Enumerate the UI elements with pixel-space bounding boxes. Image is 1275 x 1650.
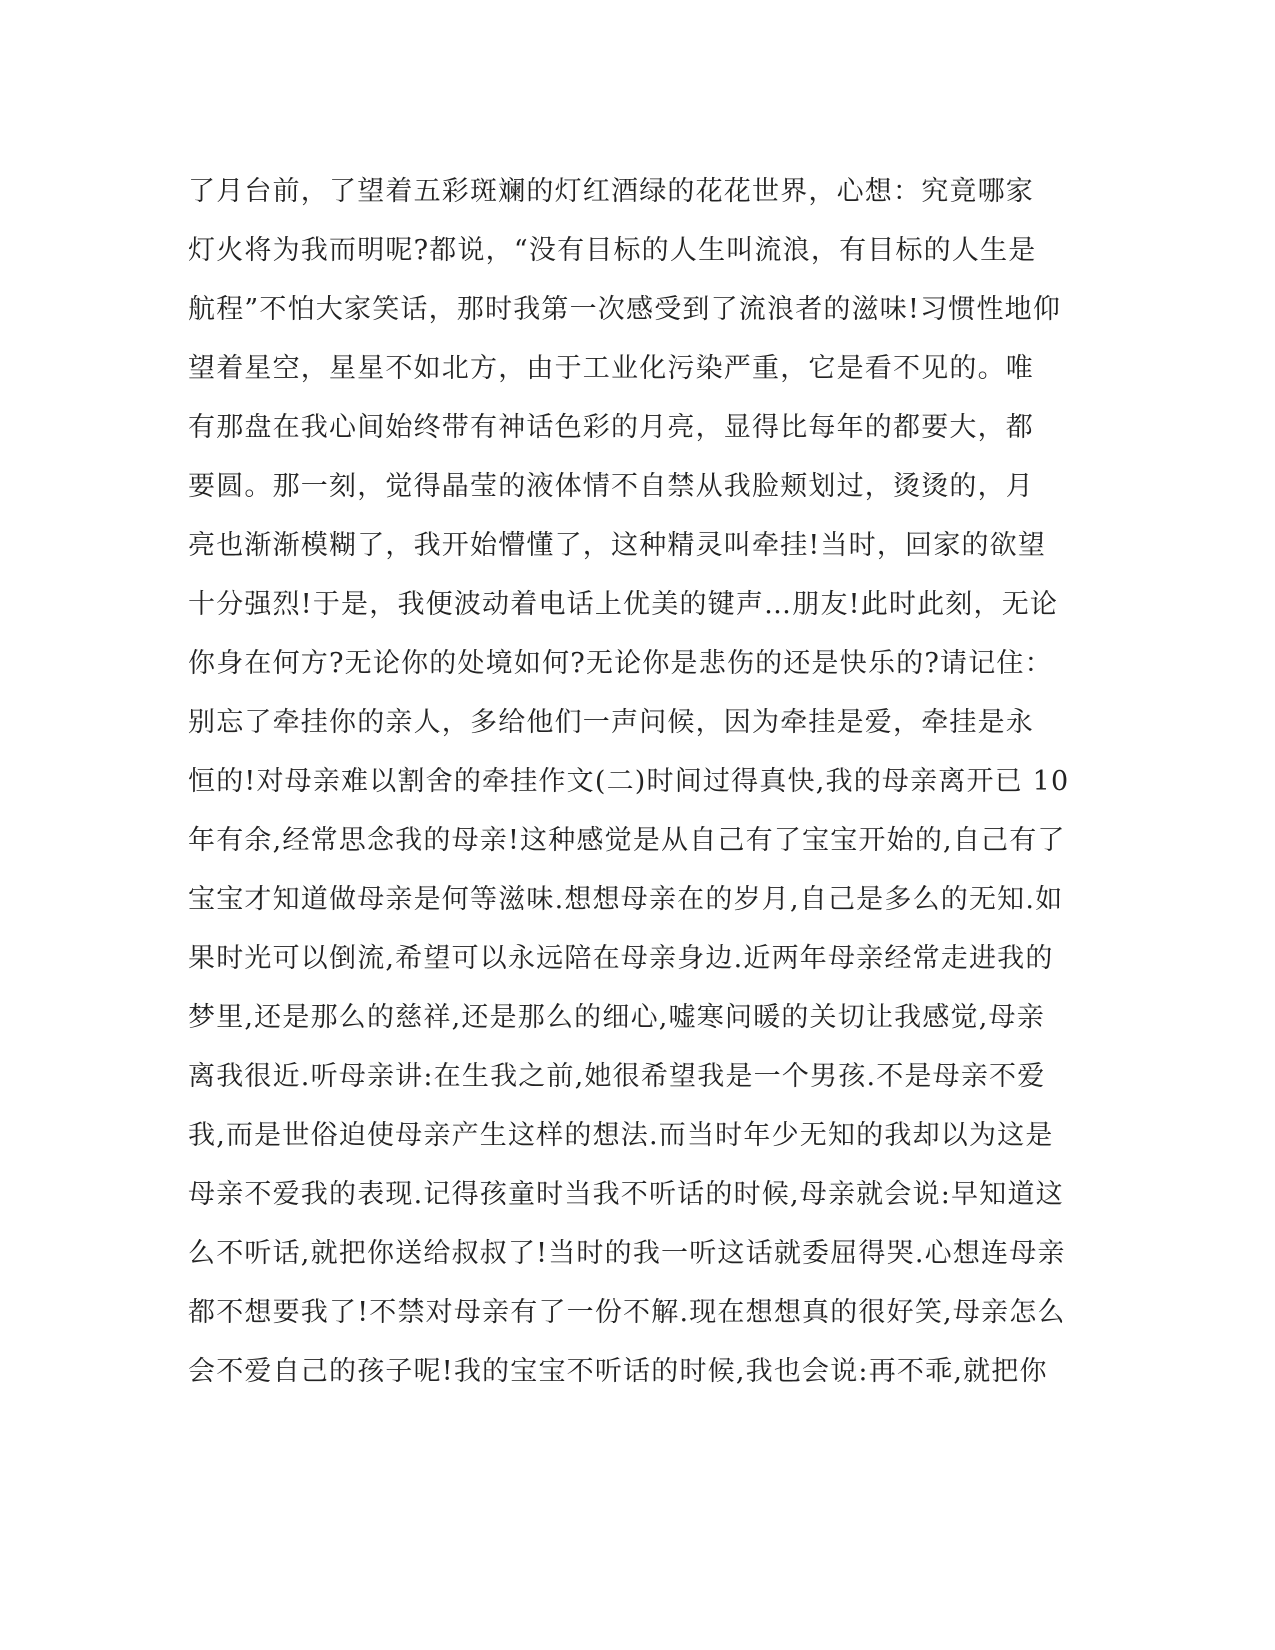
text-line: 要圆。那一刻，觉得晶莹的液体情不自禁从我脸颊划过，烫烫的，月 bbox=[188, 471, 1034, 502]
text-line: 望着星空，星星不如北方，由于工业化污染严重，它是看不见的。唯 bbox=[188, 353, 1034, 384]
text-line: 航程”不怕大家笑话，那时我第一次感受到了流浪者的滋味!习惯性地仰 bbox=[188, 294, 1062, 325]
text-line: 母亲不爱我的表现.记得孩童时当我不听话的时候,母亲就会说:早知道这 bbox=[188, 1179, 1064, 1210]
text-line: 别忘了牵挂你的亲人，多给他们一声问候，因为牵挂是爱，牵挂是永 bbox=[188, 707, 1034, 738]
text-line: 恒的!对母亲难以割舍的牵挂作文(二)时间过得真快,我的母亲离开已 10 bbox=[188, 766, 1070, 797]
text-line: 年有余,经常思念我的母亲!这种感觉是从自己有了宝宝开始的,自己有了 bbox=[188, 825, 1066, 856]
text-line: 十分强烈!于是，我便波动着电话上优美的键声…朋友!此时此刻，无论 bbox=[188, 589, 1059, 620]
text-line: 你身在何方?无论你的处境如何?无论你是悲伤的还是快乐的?请记住： bbox=[188, 648, 1053, 679]
text-line: 都不想要我了!不禁对母亲有了一份不解.现在想想真的很好笑,母亲怎么 bbox=[188, 1297, 1066, 1328]
text-line: 梦里,还是那么的慈祥,还是那么的细心,嘘寒问暖的关切让我感觉,母亲 bbox=[188, 1002, 1045, 1033]
text-line: 果时光可以倒流,希望可以永远陪在母亲身边.近两年母亲经常走进我的 bbox=[188, 943, 1054, 974]
text-line: 灯火将为我而明呢?都说，“没有目标的人生叫流浪，有目标的人生是 bbox=[188, 235, 1037, 266]
text-line: 宝宝才知道做母亲是何等滋味.想想母亲在的岁月,自己是多么的无知.如 bbox=[188, 884, 1064, 915]
text-line: 我,而是世俗迫使母亲产生这样的想法.而当时年少无知的我却以为这是 bbox=[188, 1120, 1054, 1151]
text-line: 离我很近.听母亲讲:在生我之前,她很希望我是一个男孩.不是母亲不爱 bbox=[188, 1061, 1046, 1092]
text-line: 了月台前，了望着五彩斑斓的灯红酒绿的花花世界，心想：究竟哪家 bbox=[188, 176, 1034, 207]
text-line: 么不听话,就把你送给叔叔了!当时的我一听这话就委屈得哭.心想连母亲 bbox=[188, 1238, 1066, 1269]
text-line: 有那盘在我心间始终带有神话色彩的月亮，显得比每年的都要大，都 bbox=[188, 412, 1034, 443]
body-text bbox=[188, 162, 1088, 1401]
text-line: 会不爱自己的孩子呢!我的宝宝不听话的时候,我也会说:再不乖,就把你 bbox=[188, 1356, 1048, 1387]
text-line: 亮也渐渐模糊了，我开始懵懂了，这种精灵叫牵挂!当时，回家的欲望 bbox=[188, 530, 1047, 561]
